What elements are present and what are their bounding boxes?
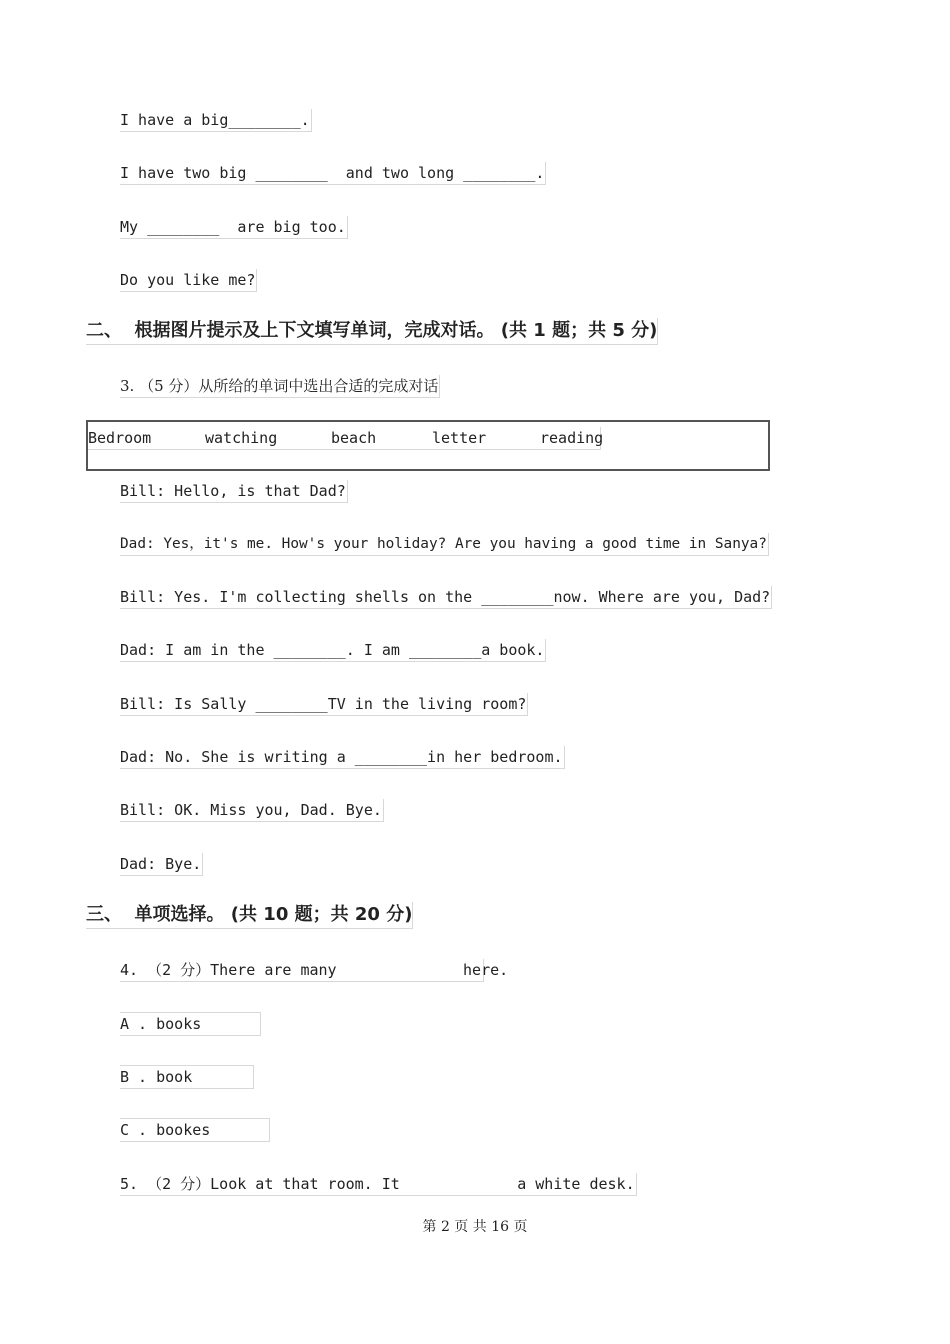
word-bank-item: reading	[540, 429, 604, 447]
section-3-heading: 三、 单项选择。 (共 10 题；共 20 分)	[86, 902, 413, 929]
poem-line-4: Do you like me?	[120, 269, 257, 292]
dialogue-line: Bill: Yes. I'm collecting shells on the ________now. Where are you, Dad?	[120, 586, 772, 609]
dialogue-line: Bill: Hello, is that Dad?	[120, 480, 348, 503]
dialogue-line: Bill: Is Sally ________TV in the living room?	[120, 693, 528, 716]
poem-line-3: My ________ are big too.	[120, 216, 348, 239]
page-footer: 第 2 页 共 16 页	[422, 1219, 528, 1235]
word-bank	[88, 427, 604, 450]
question-5: 5. （2 分）Look at that room. It a white desk.	[120, 1173, 637, 1196]
dialogue-line: Dad: No. She is writing a ________in her bedroom.	[120, 746, 565, 769]
option-b[interactable]: B . book	[120, 1065, 254, 1089]
dialogue-line: Dad: I am in the ________. I am ________a book.	[120, 639, 546, 662]
option-c[interactable]: C . bookes	[120, 1118, 270, 1142]
dialogue-line: Dad: Yes，it's me. How's your holiday? Are you having a good time in Sanya?	[120, 533, 769, 556]
word-bank-item: watching	[205, 429, 278, 447]
poem-line-1: I have a big________.	[120, 109, 312, 132]
word-bank-item: Bedroom	[88, 429, 152, 447]
section-2-heading: 二、 根据图片提示及上下文填写单词，完成对话。 (共 1 题；共 5 分)	[86, 318, 658, 345]
question-3: 3. （5 分）从所给的单词中选出合适的完成对话	[120, 375, 440, 398]
option-a[interactable]: A . books	[120, 1012, 261, 1036]
word-bank-box	[86, 420, 770, 471]
word-bank-item: letter	[432, 429, 487, 447]
dialogue-line: Dad: Bye.	[120, 853, 203, 876]
poem-line-2: I have two big ________ and two long ________.	[120, 162, 546, 185]
question-4: 4. （2 分）There are many here.	[120, 959, 484, 982]
dialogue-line: Bill: OK. Miss you, Dad. Bye.	[120, 799, 384, 822]
word-bank-item: beach	[331, 429, 377, 447]
